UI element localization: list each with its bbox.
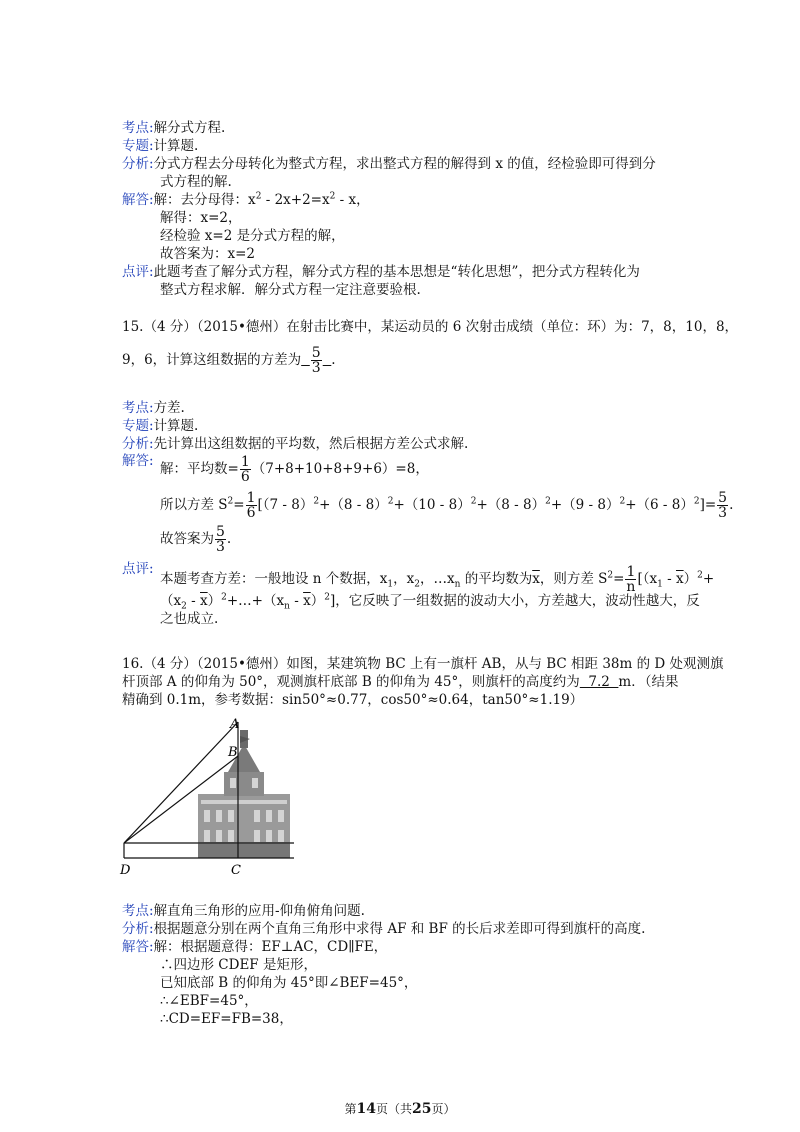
fraction <box>246 491 257 520</box>
jieda-row <box>122 191 370 209</box>
footer-text: 页（共 <box>375 1102 412 1116</box>
term: +（10 - 8） <box>393 497 471 513</box>
q16-jieda-row-2: ∴四边形 CDEF 是矩形， <box>160 957 317 973</box>
label-zhuanti: 专题: <box>122 138 154 154</box>
avg-text: 解：平均数= <box>160 461 239 477</box>
denominator: 3 <box>718 505 728 521</box>
subscript: n <box>284 601 290 612</box>
dp-text: 的平均数为 <box>460 571 533 587</box>
dp-text: [（x <box>637 571 658 587</box>
q16-jieda-row-3: 已知底部 B 的仰角为 45°即∠BEF=45°， <box>160 975 418 991</box>
label-jieda: 解答: <box>122 939 154 955</box>
q16-figure <box>118 716 298 878</box>
numerator: 5 <box>718 490 728 506</box>
q16-stem-text: 杆顶部 A 的仰角为 50°，观测旗杆底部 B 的仰角为 45°，则旗杆的高度约为 <box>122 674 580 690</box>
dp-text: - <box>186 593 201 609</box>
q15-average-line <box>160 455 429 484</box>
exponent: 2 <box>619 496 626 507</box>
total-pages: 25 <box>412 1101 432 1117</box>
exponent: 2 <box>221 592 227 603</box>
q15-stem-text: 9，6，计算这组数据的方差为 <box>122 352 302 368</box>
dp-text: ]，它反映了一组数据的波动大小，方差越大，波动性越大，反 <box>329 593 700 609</box>
q15-stem-line2 <box>122 346 336 375</box>
term: [（7 - 8） <box>257 497 314 513</box>
point-label-D: D <box>120 863 131 878</box>
dp-text: ） <box>310 593 325 609</box>
fraction <box>625 565 636 594</box>
dp-text: ，则方差 S <box>539 571 608 587</box>
subscript: 2 <box>414 579 420 590</box>
exponent: 2 <box>693 496 700 507</box>
q15-answer-line <box>160 525 231 554</box>
kaodian-text: 解分式方程. <box>153 120 226 136</box>
q15-dianping-line1 <box>160 565 714 594</box>
q16-stem-line3: 精确到 0.1m，参考数据：sin50°≈0.77，cos50°≈0.64，tan50°≈1.19） <box>122 692 584 708</box>
q16-stem-line2 <box>122 673 678 691</box>
fraction <box>240 455 251 484</box>
exponent: 2 <box>313 496 320 507</box>
q16-kaodian-row <box>122 902 365 920</box>
point-label-A: A <box>230 717 240 732</box>
dp-text: = <box>613 571 625 587</box>
period: . <box>331 352 336 368</box>
x-bar: $\overline{x}$ <box>200 593 208 609</box>
page-footer <box>0 1100 800 1117</box>
dp-text: ，…x <box>419 571 455 587</box>
fenxi-text: 根据题意分别在两个直角三角形中求得 AF 和 BF 的长后求差即可得到旗杆的高度. <box>153 921 646 937</box>
dp-text: + <box>702 571 715 587</box>
subscript: 1 <box>657 579 663 590</box>
dp-text: 本题考查方差：一般地设 n 个数据，x <box>160 571 388 587</box>
q15-kaodian-row <box>122 399 185 417</box>
answer-text: 故答案为 <box>160 531 214 547</box>
jieda-text: - x， <box>335 192 370 208</box>
q16-stem-text: m．（结果 <box>618 674 679 690</box>
exponent: 2 <box>387 496 394 507</box>
term: +（9 - 8） <box>550 497 620 513</box>
jieda-row-3: 经检验 x=2 是分式方程的解， <box>160 228 345 244</box>
jieda-row-4: 故答案为：x=2 <box>160 246 256 262</box>
q15-variance-line <box>160 491 733 520</box>
q16-jieda-row-5: ∴CD=EF=FB=38， <box>160 1011 293 1027</box>
exponent: 2 <box>545 496 551 507</box>
fraction <box>215 525 226 554</box>
numerator: 1 <box>246 490 256 506</box>
q16-jieda-row <box>122 938 387 956</box>
q15-fenxi-row <box>122 435 468 453</box>
q16-fenxi-row <box>122 920 645 938</box>
q16-answer-blank: 7.2 <box>579 674 619 690</box>
label-kaodian: 考点: <box>122 903 154 919</box>
kaodian-row <box>122 119 225 137</box>
period: . <box>226 531 232 547</box>
dp-text: +…+（x <box>226 593 285 609</box>
exponent: 2 <box>255 191 262 202</box>
dp-text: ，x <box>393 571 415 587</box>
dp-text: - <box>289 593 304 609</box>
footer-text: 页） <box>431 1102 456 1116</box>
label-dianping: 点评: <box>122 561 154 577</box>
exponent: 2 <box>607 570 614 581</box>
q15-stem-line1: 15.（4 分）（2015•德州）在射击比赛中，某运动员的 6 次射击成绩（单位：环）为：7，8，10，8， <box>122 319 739 335</box>
exponent: 2 <box>329 191 336 202</box>
label-kaodian: 考点: <box>122 400 154 416</box>
numerator: 1 <box>626 564 636 580</box>
numerator: 5 <box>311 345 321 361</box>
equals: = <box>233 497 245 513</box>
exponent: 2 <box>470 496 477 507</box>
numerator: 1 <box>240 454 250 470</box>
kaodian-text: 解直角三角形的应用-仰角俯角问题. <box>153 903 365 919</box>
fenxi-row-2: 式方程的解. <box>160 174 232 190</box>
zhuanti-row <box>122 137 198 155</box>
jieda-row-2: 解得：x=2， <box>160 210 242 226</box>
period: . <box>729 497 734 513</box>
fenxi-row <box>122 155 656 173</box>
var-text: 所以方差 S <box>160 497 228 513</box>
q15-dianping-line3: 之也成立. <box>160 611 219 627</box>
dp-text: ） <box>683 571 698 587</box>
denominator: n <box>626 579 636 595</box>
page-number: 14 <box>356 1101 376 1117</box>
point-label-C: C <box>231 863 241 878</box>
q15-dianping-line2 <box>160 592 700 610</box>
dp-text: （x <box>160 593 182 609</box>
q15-answer-blank <box>301 345 331 376</box>
x-bar: $\overline{x}$ <box>303 593 311 609</box>
label-kaodian: 考点: <box>122 120 154 136</box>
exponent: 2 <box>227 496 234 507</box>
denominator: 3 <box>311 360 321 376</box>
label-fenxi: 分析: <box>122 156 154 172</box>
q16-jieda-row-4: ∴∠EBF=45°， <box>160 993 258 1009</box>
point-label-B: B <box>228 745 238 760</box>
dianping-row <box>122 263 640 281</box>
footer-text: 第 <box>344 1102 357 1116</box>
q15-answer-fraction <box>311 346 322 375</box>
label-jieda: 解答: <box>122 453 154 469</box>
denominator: 3 <box>216 539 225 555</box>
label-zhuanti: 专题: <box>122 418 154 434</box>
x-bar: $\overline{x}$ <box>532 571 540 587</box>
fenxi-text: 分式方程去分母转化为整式方程，求出整式方程的解得到 x 的值，经检验即可得到分 <box>153 156 656 172</box>
fenxi-text: 先计算出这组数据的平均数，然后根据方差公式求解. <box>153 436 469 452</box>
exponent: 2 <box>697 570 703 581</box>
label-fenxi: 分析: <box>122 921 154 937</box>
dp-text: ） <box>207 593 222 609</box>
term: +（8 - 8） <box>476 497 546 513</box>
dp-text: - <box>662 571 676 587</box>
exponent: 2 <box>324 592 330 603</box>
jieda-text: 解：去分母得：x <box>153 192 256 208</box>
dianping-row-2: 整式方程求解．解分式方程一定注意要验根. <box>160 282 421 298</box>
kaodian-text: 方差. <box>153 400 185 416</box>
avg-text: （7+8+10+8+9+6）=8， <box>251 461 429 477</box>
zhuanti-text: 计算题. <box>153 418 199 434</box>
subscript: 1 <box>387 579 394 590</box>
jieda-text: 解：根据题意得：EF⊥AC，CD∥FE， <box>153 939 388 955</box>
label-fenxi: 分析: <box>122 436 154 452</box>
denominator: 6 <box>246 505 256 521</box>
term: +（6 - 8） <box>625 497 694 513</box>
numerator: 5 <box>216 524 225 540</box>
jieda-text: - 2x+2=x <box>261 192 330 208</box>
subscript: n <box>454 579 461 590</box>
term: +（8 - 8） <box>319 497 388 513</box>
label-jieda: 解答: <box>122 192 154 208</box>
denominator: 6 <box>240 469 250 485</box>
label-dianping: 点评: <box>122 264 154 280</box>
q16-stem-line1: 16.（4 分）（2015•德州）如图，某建筑物 BC 上有一旗杆 AB，从与 BC 相距 38m 的 D 处观测旗 <box>122 656 724 672</box>
q15-zhuanti-row <box>122 417 198 435</box>
subscript: 2 <box>181 601 187 612</box>
term: ]= <box>699 497 717 513</box>
zhuanti-text: 计算题. <box>153 138 199 154</box>
dianping-text: 此题考查了解分式方程，解分式方程的基本思想是“转化思想”，把分式方程转化为 <box>153 264 640 280</box>
x-bar: $\overline{x}$ <box>675 571 684 587</box>
fraction <box>717 491 728 520</box>
